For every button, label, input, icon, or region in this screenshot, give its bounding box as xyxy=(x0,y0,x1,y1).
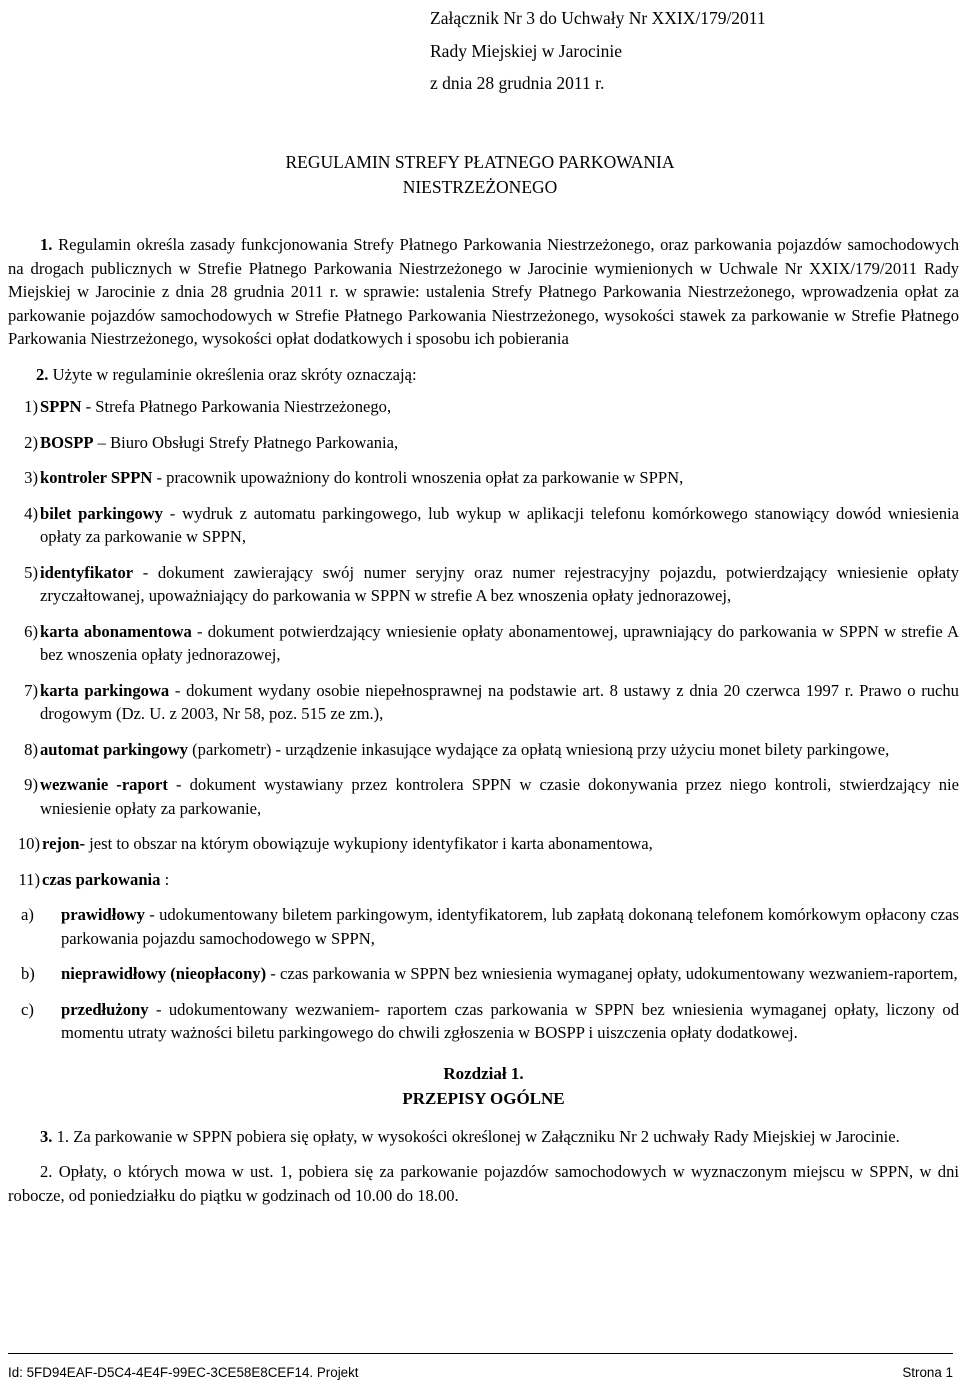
definition-desc: (parkometr) - urządzenie inkasujące wydające za opłatą wniesioną przy użyciu monet bilety parkingowe, xyxy=(187,739,890,759)
definition-item xyxy=(8,561,959,608)
definition-desc: - dokument potwierdzający wniesienie opłaty abonamentowej, uprawniający do parkowania w SPPN w strefie A bez wnoszenia opłaty jednorazowej, xyxy=(40,621,959,664)
sub-item-term: nieprawidłowy (nieopłacony) xyxy=(61,964,267,983)
section-1-text: Regulamin określa zasady funkcjonowania Strefy Płatnego Parkowania Niestrzeżonego, oraz parkowania pojazdów samochodowych na drogach publicznych w Strefie Płatnego Parkowania Niestrzeżonego w Jarocinie wymienionych w Uchwale Nr XXIX/179/2011 Rady Miejskiej w Jarocinie z dnia 28 grudnia 2011 r. w sprawie: ustalenia Strefy Płatnego Parkowania Niestrzeżonego, wprowadzenia opłat za parkowanie pojazdów samochodowych w Strefie Płatnego Parkowania Niestrzeżonego, wysokości stawek za parkowanie w Strefie Płatnego Parkowania Niestrzeżonego, wysokości opłat dodatkowych i sposobu ich pobierania xyxy=(8,235,959,348)
title-line-1: REGULAMIN STREFY PŁATNEGO PARKOWANIA xyxy=(285,152,675,172)
definition-term: wezwanie -raport xyxy=(40,775,168,794)
attachment-header xyxy=(430,2,766,100)
document-title xyxy=(0,150,960,200)
definition-desc: - dokument zawierający swój numer seryjny oraz numer rejestracyjny pojazdu, potwierdzający wniesienie opłaty zryczałtowanej, upoważniający do parkowania w SPPN w strefie A bez wnoszenia opłaty jednorazowej, xyxy=(40,562,959,605)
definition-item xyxy=(8,431,959,455)
sub-item-term: przedłużony xyxy=(61,999,149,1019)
section-1-number: 1. xyxy=(40,235,53,254)
sub-item xyxy=(8,903,959,950)
footer-divider xyxy=(8,1353,953,1354)
definition-term: karta abonamentowa xyxy=(40,621,192,641)
definition-number: 5) xyxy=(24,562,38,582)
definition-desc: - dokument wydany osobie niepełnosprawnej na podstawie art. 8 ustawy z dnia 20 czerwca 1997 r. Prawo o ruchu drogowym (Dz. U. z 2003, Nr 58, poz. 515 ze zm.), xyxy=(40,680,959,723)
definition-number: 8) xyxy=(24,739,38,759)
sub-item-term: prawidłowy xyxy=(61,905,145,924)
section-1 xyxy=(8,233,959,351)
definition-item xyxy=(8,502,959,549)
definition-item xyxy=(8,738,959,762)
definition-desc: - Strefa Płatnego Parkowania Niestrzeżonego, xyxy=(81,397,392,416)
chapter-heading: Rozdział 1. xyxy=(443,1063,524,1083)
definition-number: 10) xyxy=(17,834,40,853)
section-3-paragraph-2: 2. Opłaty, o których mowa w ust. 1, pobiera się za parkowanie pojazdów samochodowych w wyznaczonym miejscu w SPPN, w dni robocze, od poniedziałku do piątku w godzinach od 10.00 do 18.00. xyxy=(8,1162,959,1205)
header-line-3: z dnia 28 grudnia 2011 r. xyxy=(430,73,605,93)
definition-desc: : xyxy=(160,869,170,889)
section-2-number: 2. xyxy=(36,364,49,384)
definition-term: BOSPP xyxy=(40,432,94,452)
sub-item-desc: - czas parkowania w SPPN bez wniesienia wymaganej opłaty, udokumentowany wezwaniem-raportem, xyxy=(266,964,958,983)
title-line-2: NIESTRZEŻONEGO xyxy=(402,177,558,197)
definition-desc: jest to obszar na którym obowiązuje wykupiony identyfikator i karta abonamentowa, xyxy=(85,834,653,853)
sub-item-label: b) xyxy=(21,964,35,983)
section-3-paragraph-1 xyxy=(8,1125,959,1149)
sub-item xyxy=(8,962,959,986)
definition-item xyxy=(8,395,959,419)
document-id: Id: 5FD94EAF-D5C4-4E4F-99EC-3CE58E8CEF14. Projekt xyxy=(8,1365,359,1380)
definition-desc: – Biuro Obsługi Strefy Płatnego Parkowania, xyxy=(93,432,399,452)
definition-term: rejon- xyxy=(42,834,86,853)
sub-item-desc: - udokumentowany wezwaniem- raportem czas parkowania w SPPN bez wniesienia wymaganej opłaty, liczony od momentu utraty ważności biletu parkingowego do chwili zgłoszenia w BOSPP i uiszczenia opłaty dodatkowej. xyxy=(61,999,959,1042)
definition-term: identyfikator xyxy=(40,562,134,582)
definition-item xyxy=(8,773,959,820)
definition-item xyxy=(8,679,959,726)
definition-number: 3) xyxy=(24,468,38,487)
definition-item xyxy=(8,832,959,856)
definition-term: czas parkowania xyxy=(42,869,161,889)
definition-term: automat parkingowy xyxy=(40,739,188,759)
definition-desc: - pracownik upoważniony do kontroli wnoszenia opłat za parkowanie w SPPN, xyxy=(152,468,684,487)
definition-item xyxy=(8,620,959,667)
sub-item xyxy=(8,998,959,1045)
sub-item-desc: - udokumentowany biletem parkingowym, identyfikatorem, lub zapłatą dokonaną telefonem komórkowym opłacony czas parkowania pojazdu samochodowego w SPPN, xyxy=(61,905,959,948)
definition-term: bilet parkingowy xyxy=(40,503,163,523)
definition-term: kontroler SPPN xyxy=(40,468,153,487)
definition-item xyxy=(8,868,959,892)
sub-item-label: c) xyxy=(21,999,34,1019)
definition-number: 7) xyxy=(24,680,38,700)
definition-number: 6) xyxy=(24,621,38,641)
page-number: Strona 1 xyxy=(902,1365,953,1380)
definition-number: 9) xyxy=(24,775,38,794)
header-line-1: Załącznik Nr 3 do Uchwały Nr XXIX/179/2011 xyxy=(430,8,766,28)
section-3-text: 1. Za parkowanie w SPPN pobiera się opłaty, w wysokości określonej w Załączniku Nr 2 uchwały Rady Miejskiej w Jarocinie. xyxy=(52,1126,900,1146)
sub-item-label: a) xyxy=(21,905,34,924)
section-2-text: Użyte w regulaminie określenia oraz skróty oznaczają: xyxy=(52,364,417,384)
definition-desc: - wydruk z automatu parkingowego, lub wykup w aplikacji telefonu komórkowego stanowiący dowód wniesienia opłaty za parkowanie w SPPN, xyxy=(40,503,959,546)
definition-number: 11) xyxy=(18,869,40,889)
definition-item xyxy=(8,466,959,490)
document-body xyxy=(8,233,959,1207)
chapter-title: PRZEPISY OGÓLNE xyxy=(402,1088,565,1108)
header-line-2: Rady Miejskiej w Jarocinie xyxy=(430,40,622,61)
definition-number: 1) xyxy=(24,397,38,416)
definition-number: 2) xyxy=(24,432,38,452)
definition-term: karta parkingowa xyxy=(40,680,170,700)
definition-term: SPPN xyxy=(40,397,82,416)
section-2 xyxy=(8,363,959,387)
definition-number: 4) xyxy=(24,503,38,523)
section-3-number: 3. xyxy=(40,1126,53,1146)
definition-desc: - dokument wystawiany przez kontrolera SPPN w czasie dokonywania przez niego kontroli, stwierdzający nie wniesienie opłaty za parkowanie, xyxy=(40,775,959,818)
